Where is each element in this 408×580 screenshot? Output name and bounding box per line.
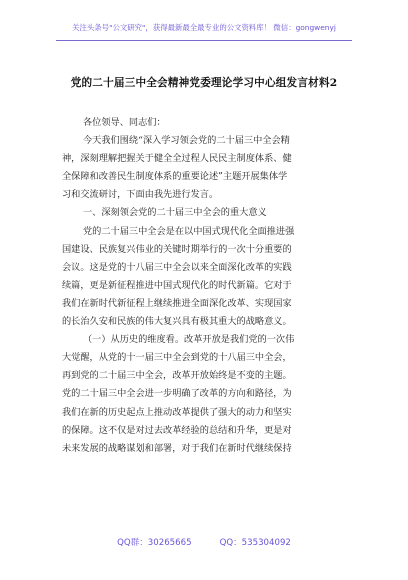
paragraph-line: 党的二十届三中全会是在以中国式现代化全面推进强 — [83, 225, 295, 237]
document-body — [62, 114, 352, 458]
greeting: 各位领导、同志们： — [83, 117, 166, 128]
paragraph-line: 国建设、民族复兴伟业的关键时期举行的一次十分重要的 — [62, 243, 292, 255]
subsection-line: （一）从历史的维度看。改革开放是我们党的一次伟 — [83, 334, 295, 346]
paragraph-line: 续篇，更是新征程推进中国式现代化的时代新篇。它对于 — [62, 279, 292, 291]
paragraph-line: 我们在新的历史起点上推动改革提供了强大的动力和坚实 — [62, 406, 292, 418]
paragraph-line: 再到党的二十届三中全会，改革开放始终是不变的主题。 — [62, 370, 292, 382]
footer-contact — [0, 536, 408, 548]
paragraph-line: 大觉醒，从党的十一届三中全会到党的十八届三中全会， — [62, 352, 292, 364]
paragraph-line: 神，深刻理解把握关于健全全过程人民民主制度体系、健 — [62, 153, 292, 165]
paragraph-line: 党的二十届三中全会进一步明确了改革的方向和路径，为 — [62, 388, 292, 400]
paragraph-line: 会议。这是党的十八届三中全会以来全面深化改革的实践 — [62, 261, 292, 273]
qq-group-number: QQ群：30265665 — [117, 538, 192, 548]
paragraph-line: 的长治久安和民族的伟大复兴具有极其重大的战略意义。 — [62, 316, 292, 328]
paragraph-line: 的保障。这不仅是对过去改革经验的总结和升华，更是对 — [62, 424, 292, 436]
paragraph-line: 习和交流研讨，下面由我先进行发言。 — [62, 189, 219, 201]
header-banner: 关注头条号"公文研究"，获得最新最全最专业的公文资料库！ 微信：gongwenyj — [72, 23, 336, 32]
section-heading: 一、深刻领会党的二十届三中全会的重大意义 — [83, 207, 267, 219]
paragraph-line: 我们在新时代新征程上继续推进全面深化改革、实现国家 — [62, 297, 292, 309]
paragraph-line: 全保障和改善民生制度体系的重要论述”主题开展集体学 — [62, 171, 288, 183]
qq-number: QQ：535304092 — [219, 538, 291, 548]
paragraph-line: 未来发展的战略谋划和部署，对于我们在新时代继续保持 — [62, 442, 292, 454]
document-title: 党的二十届三中全会精神党委理论学习中心组发言材料2 — [70, 77, 338, 89]
paragraph-line: 今天我们围绕“深入学习领会党的二十届三中全会精 — [83, 135, 290, 147]
header-divider — [56, 40, 352, 41]
